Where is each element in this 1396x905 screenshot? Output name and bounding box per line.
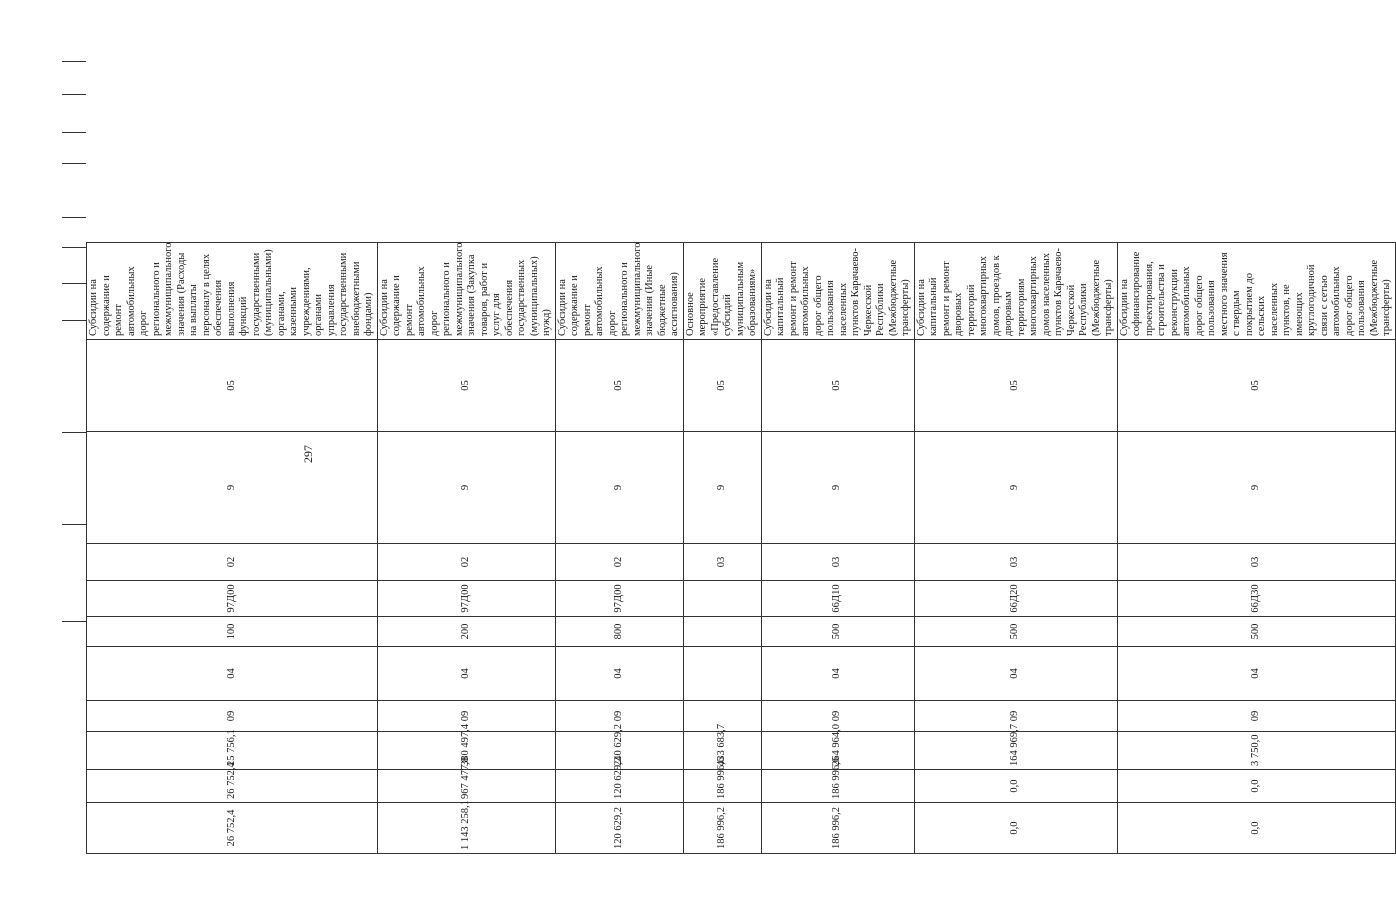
- amount-col-1: 164 969,7: [914, 732, 1117, 770]
- amount-col-2: 120 629,2: [555, 770, 683, 803]
- code-col-6: 04: [914, 647, 1117, 701]
- row-description: Основное мероприятие «Предоставление субсидий муниципальным образованиям»: [683, 243, 761, 340]
- table-row: [87, 40, 378, 854]
- code-col-6: 04: [377, 647, 555, 701]
- header-stub-line: [62, 94, 86, 95]
- code-col-3: 03: [914, 544, 1117, 581]
- code-col-3: 03: [761, 544, 914, 581]
- header-stub-line: [62, 247, 86, 248]
- amount-col-2: 186 996,6: [683, 770, 761, 803]
- amount-col-3: 120 629,2: [555, 803, 683, 854]
- row-description: Субсидии на капитальный ремонт и ремонт автомобильных дорог общего пользования населенных пунктов Карачаево-Черкесской Республики (Межбюджетные трансферты): [761, 243, 914, 340]
- amount-col-1: 25 756,1: [87, 732, 378, 770]
- code-col-3: 03: [1117, 544, 1395, 581]
- header-stub-line: [62, 163, 86, 164]
- rotated-budget-table: [86, 40, 1392, 854]
- budget-table: [86, 39, 1396, 854]
- code-col-2: 9: [1117, 432, 1395, 544]
- code-col-6: [683, 647, 761, 701]
- row-description: Субсидии на содержание и ремонт автомобильных дорог регионального и межмуниципального значения (Иные бюджетные ассигнования): [555, 243, 683, 340]
- code-col-3: 03: [683, 544, 761, 581]
- code-col-4: [683, 581, 761, 617]
- code-col-5: 500: [914, 617, 1117, 647]
- header-stub-line: [62, 320, 86, 321]
- table-row: [1117, 40, 1395, 854]
- amount-col-2: 0,0: [1117, 770, 1395, 803]
- code-col-6: 04: [1117, 647, 1395, 701]
- header-stub-line: [62, 524, 86, 525]
- header-stub-line: [62, 432, 86, 433]
- amount-col-2: 186 996,6: [761, 770, 914, 803]
- row-description: Субсидии на софинансирование проектирования, строительства и реконструкции автомобильных дорог общего пользования местного значения с твердым покрытием до сельских населенных пунктов, не имеющих круглогодичной связи с сетью автомобильных дорог общего пользования (Межбюджетные трансферты): [1117, 243, 1395, 340]
- code-col-7: 09: [1117, 701, 1395, 732]
- table-row: [555, 40, 683, 854]
- code-col-6: 04: [761, 647, 914, 701]
- page-number: 297: [301, 445, 315, 463]
- table-row: [914, 40, 1117, 854]
- code-col-7: 09: [761, 701, 914, 732]
- amount-col-1: 433 683,7: [683, 732, 761, 770]
- table-row: [683, 40, 761, 854]
- code-col-7: 09: [87, 701, 378, 732]
- code-col-4: 97Д00: [87, 581, 378, 617]
- amount-col-1: 240 629,2: [555, 732, 683, 770]
- amount-col-1: 3 750,0: [1117, 732, 1395, 770]
- amount-col-2: 967 477,8: [377, 770, 555, 803]
- header-stub-line: [62, 132, 86, 133]
- code-col-6: 04: [555, 647, 683, 701]
- code-col-4: 66Д30: [1117, 581, 1395, 617]
- code-col-2: 9: [761, 432, 914, 544]
- code-col-1: 05: [683, 340, 761, 432]
- code-col-1: 05: [914, 340, 1117, 432]
- table-row: [377, 40, 555, 854]
- amount-col-3: 1 143 258,1: [377, 803, 555, 854]
- amount-col-2: 26 752,4: [87, 770, 378, 803]
- header-stub-line: [62, 621, 86, 622]
- header-stub-line: [62, 61, 86, 62]
- code-col-5: 500: [1117, 617, 1395, 647]
- code-col-1: 05: [555, 340, 683, 432]
- code-col-1: 05: [87, 340, 378, 432]
- code-col-1: 05: [1117, 340, 1395, 432]
- code-col-2: 9: [683, 432, 761, 544]
- code-col-4: 66Д20: [914, 581, 1117, 617]
- code-col-7: 09: [555, 701, 683, 732]
- code-col-4: 97Д00: [555, 581, 683, 617]
- code-col-6: 04: [87, 647, 378, 701]
- code-col-5: 100: [87, 617, 378, 647]
- row-description: Субсидии на содержание и ремонт автомобильных дорог регионального и межмуниципального значения (Закупка товаров, работ и услуг для обеспечения государственных (муниципальных) нужд): [377, 243, 555, 340]
- amount-col-1: 380 497,4: [377, 732, 555, 770]
- amount-col-3: 0,0: [1117, 803, 1395, 854]
- amount-col-2: 0,0: [914, 770, 1117, 803]
- code-col-7: 09: [377, 701, 555, 732]
- header-stub-line: [62, 217, 86, 218]
- code-col-3: 02: [87, 544, 378, 581]
- code-col-1: 05: [761, 340, 914, 432]
- amount-col-3: 0,0: [914, 803, 1117, 854]
- code-col-4: 97Д00: [377, 581, 555, 617]
- code-col-1: 05: [377, 340, 555, 432]
- row-description: Субсидии на содержание и ремонт автомобильных дорог регионального и межмуниципального значения (Расходы на выплаты персоналу в целях обеспечения выполнения функций государственными (муниципальными) органами, казенными учреждениями, органами управления государственными внебюджетными фондами): [87, 243, 378, 340]
- code-col-3: 02: [377, 544, 555, 581]
- code-col-5: [683, 617, 761, 647]
- code-col-7: 09: [914, 701, 1117, 732]
- code-col-5: 200: [377, 617, 555, 647]
- code-col-4: 66Д10: [761, 581, 914, 617]
- amount-col-1: 264 964,0: [761, 732, 914, 770]
- amount-col-3: 26 752,4: [87, 803, 378, 854]
- amount-col-3: 186 996,2: [761, 803, 914, 854]
- code-col-2: 9: [914, 432, 1117, 544]
- code-col-2: 9: [555, 432, 683, 544]
- code-col-2: 9: [377, 432, 555, 544]
- code-col-5: 500: [761, 617, 914, 647]
- code-col-5: 800: [555, 617, 683, 647]
- amount-col-3: 186 996,2: [683, 803, 761, 854]
- code-col-3: 02: [555, 544, 683, 581]
- table-row: [761, 40, 914, 854]
- row-description: Субсидии на капитальный ремонт и ремонт дворовых территорий многоквартирных домов, проездов к дворовым территориям многоквартирных домов населенных пунктов Карачаево-Черкесской Республики (Межбюджетные трансферты): [914, 243, 1117, 340]
- header-stub-line: [62, 283, 86, 284]
- code-col-2: 9: [87, 432, 378, 544]
